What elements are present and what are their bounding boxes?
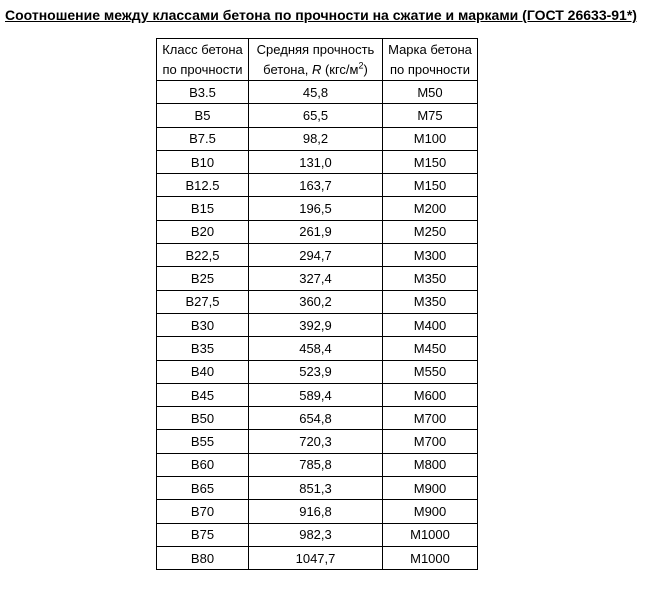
cell-strength: 523,9 <box>249 360 383 383</box>
cell-grade: M50 <box>383 81 478 104</box>
header-strength-unit: (кгс/м <box>321 61 359 77</box>
cell-class: B10 <box>157 150 249 173</box>
header-strength-line2 <box>249 60 382 80</box>
cell-class: B30 <box>157 313 249 336</box>
cell-class: B45 <box>157 383 249 406</box>
table-row <box>157 290 478 313</box>
cell-grade: M700 <box>383 430 478 453</box>
cell-strength: 1047,7 <box>249 546 383 569</box>
cell-class: B60 <box>157 453 249 476</box>
table-row <box>157 267 478 290</box>
cell-class: B40 <box>157 360 249 383</box>
cell-strength: 851,3 <box>249 477 383 500</box>
cell-strength: 720,3 <box>249 430 383 453</box>
table-row <box>157 500 478 523</box>
header-class <box>157 39 249 81</box>
cell-strength: 654,8 <box>249 407 383 430</box>
header-row <box>157 39 478 81</box>
header-strength-end: ) <box>363 61 368 77</box>
header-strength <box>249 39 383 81</box>
cell-strength: 294,7 <box>249 244 383 267</box>
cell-grade: M200 <box>383 197 478 220</box>
header-class-line2: по прочности <box>162 61 243 77</box>
table-row <box>157 453 478 476</box>
cell-grade: M550 <box>383 360 478 383</box>
cell-class: B20 <box>157 220 249 243</box>
table-row <box>157 430 478 453</box>
cell-grade: M400 <box>383 313 478 336</box>
table-row <box>157 477 478 500</box>
cell-grade: M100 <box>383 127 478 150</box>
header-strength-pre: бетона, <box>263 61 312 77</box>
cell-grade: M150 <box>383 150 478 173</box>
cell-strength: 916,8 <box>249 500 383 523</box>
cell-grade: M900 <box>383 477 478 500</box>
cell-grade: M75 <box>383 104 478 127</box>
table-row <box>157 244 478 267</box>
cell-strength: 785,8 <box>249 453 383 476</box>
header-grade <box>383 39 478 81</box>
header-strength-var: R <box>311 61 322 77</box>
cell-strength: 65,5 <box>249 104 383 127</box>
cell-class: B35 <box>157 337 249 360</box>
cell-grade: M1000 <box>383 523 478 546</box>
cell-class: B80 <box>157 546 249 569</box>
cell-grade: M150 <box>383 174 478 197</box>
cell-strength: 392,9 <box>249 313 383 336</box>
cell-class: B50 <box>157 407 249 430</box>
table-body <box>157 81 478 570</box>
cell-class: B7.5 <box>157 127 249 150</box>
cell-grade: M800 <box>383 453 478 476</box>
cell-grade: M600 <box>383 383 478 406</box>
table-row <box>157 313 478 336</box>
cell-grade: M350 <box>383 267 478 290</box>
table-row <box>157 546 478 569</box>
cell-strength: 360,2 <box>249 290 383 313</box>
table-row <box>157 360 478 383</box>
cell-class: B70 <box>157 500 249 523</box>
table-row <box>157 197 478 220</box>
page-title: Соотношение между классами бетона по прочности на сжатие и марками (ГОСТ 26633-91*) <box>5 7 637 23</box>
table-row <box>157 523 478 546</box>
table-row <box>157 104 478 127</box>
table-header <box>157 39 478 81</box>
header-strength-line1: Средняя прочность <box>256 41 375 57</box>
table-row <box>157 337 478 360</box>
table-row <box>157 127 478 150</box>
header-class-line1: Класс бетона <box>162 41 243 57</box>
header-grade-line1: Марка бетона <box>388 41 472 57</box>
table-row <box>157 220 478 243</box>
cell-grade: M350 <box>383 290 478 313</box>
cell-grade: M250 <box>383 220 478 243</box>
cell-class: B65 <box>157 477 249 500</box>
cell-strength: 163,7 <box>249 174 383 197</box>
cell-strength: 196,5 <box>249 197 383 220</box>
cell-strength: 98,2 <box>249 127 383 150</box>
header-strength-sup: 2 <box>358 60 364 71</box>
table-row <box>157 150 478 173</box>
cell-class: B22,5 <box>157 244 249 267</box>
table-row <box>157 81 478 104</box>
cell-class: B25 <box>157 267 249 290</box>
cell-grade: M450 <box>383 337 478 360</box>
cell-strength: 131,0 <box>249 150 383 173</box>
table-row <box>157 407 478 430</box>
concrete-grade-table <box>156 38 478 570</box>
cell-grade: M900 <box>383 500 478 523</box>
cell-grade: M300 <box>383 244 478 267</box>
table-row <box>157 174 478 197</box>
table-row <box>157 383 478 406</box>
cell-class: B3.5 <box>157 81 249 104</box>
cell-class: B12.5 <box>157 174 249 197</box>
cell-grade: M1000 <box>383 546 478 569</box>
cell-strength: 261,9 <box>249 220 383 243</box>
cell-strength: 458,4 <box>249 337 383 360</box>
cell-class: B75 <box>157 523 249 546</box>
cell-strength: 589,4 <box>249 383 383 406</box>
cell-strength: 45,8 <box>249 81 383 104</box>
cell-grade: M700 <box>383 407 478 430</box>
cell-class: B55 <box>157 430 249 453</box>
cell-class: B5 <box>157 104 249 127</box>
cell-class: B15 <box>157 197 249 220</box>
header-grade-line2: по прочности <box>390 61 470 77</box>
cell-strength: 327,4 <box>249 267 383 290</box>
cell-class: B27,5 <box>157 290 249 313</box>
cell-strength: 982,3 <box>249 523 383 546</box>
